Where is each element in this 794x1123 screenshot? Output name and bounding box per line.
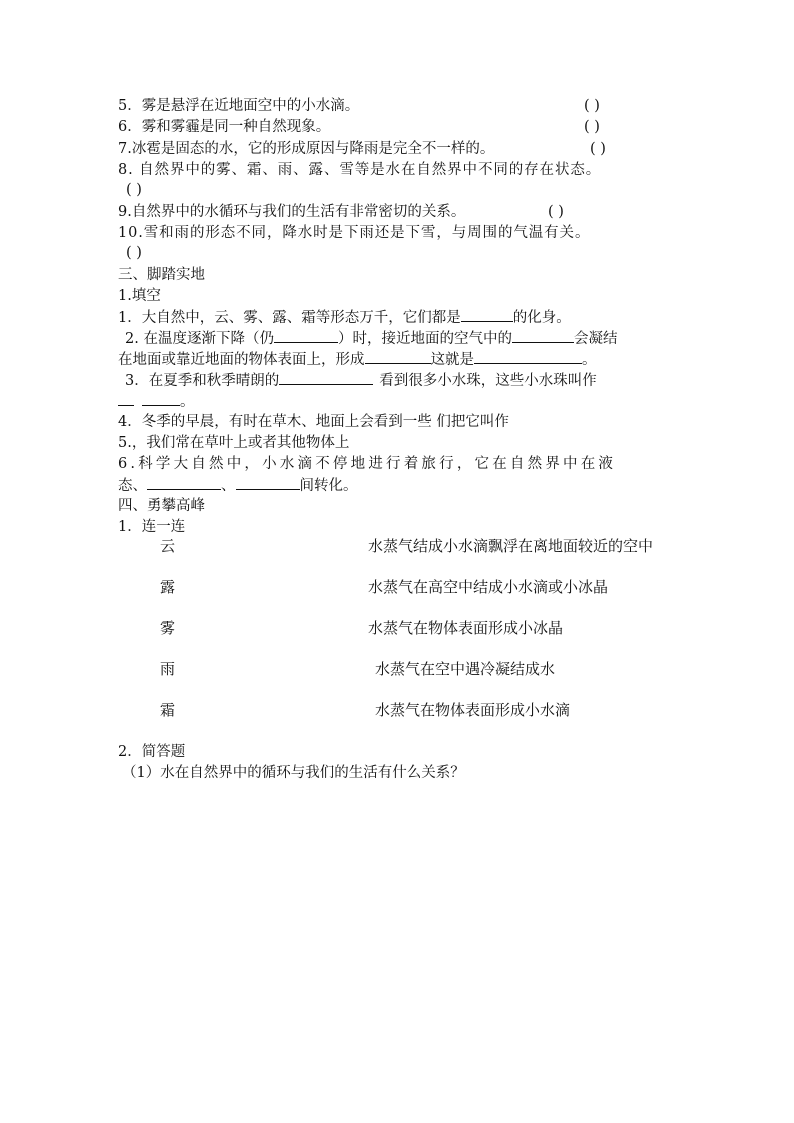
short-answer-q1: （1）水在自然界中的循环与我们的生活有什么关系？ [122,765,465,781]
blank[interactable] [118,391,134,406]
match-left-item[interactable]: 霜 [160,701,176,719]
answer-paren-q10: ( ) [126,245,142,261]
fill-q5: 5.，我们常在草叶上或者其他物体上 [118,435,350,451]
judge-q8: 8. 自然界中的雾、霜、雨、露、雪等是水在自然界中不同的存在状态。 [118,162,602,178]
answer-paren-q7: ( ) [590,141,606,157]
match-right-item[interactable]: 水蒸气结成小水滴飘浮在离地面较近的空中 [368,537,654,555]
fill-q3: 3．在夏季和秋季晴朗的 看到很多小水珠，这些小水珠叫作 [118,370,597,391]
fill-q3-cont: 。 [118,391,195,412]
match-right-item[interactable]: 水蒸气在空中遇冷凝结成水 [375,660,556,678]
answer-paren-q5: ( ) [584,98,600,114]
blank[interactable] [461,307,513,322]
judge-q7: 7.冰雹是固态的水，它的形成原因与降雨是完全不一样的。 [118,141,495,157]
section3-subtitle: 1.填空 [118,288,161,304]
match-left-item[interactable]: 云 [160,537,176,555]
blank[interactable] [236,475,300,490]
blank[interactable] [147,475,221,490]
match-left-item[interactable]: 雨 [160,660,176,678]
fill-q2-cont: 在地面或靠近地面的物体表面上，形成 这就是 。 [118,349,597,370]
section4-title: 四、勇攀高峰 [118,498,205,514]
judge-q10: 10.雪和雨的形态不同，降水时是下雨还是下雪，与周围的气温有关。 [118,225,591,241]
match-right-item[interactable]: 水蒸气在物体表面形成小冰晶 [368,619,564,637]
judge-q6: 6．雾和雾霾是同一种自然现象。 [118,119,331,135]
blank[interactable] [279,370,373,385]
match-left-item[interactable]: 露 [160,578,176,596]
section4-subtitle: 1．连一连 [118,519,186,535]
blank[interactable] [512,328,574,343]
fill-q1: 1．大自然中，云、雾、露、霜等形态万千，它们都是 的化身。 [118,307,571,328]
blank[interactable] [474,349,582,364]
match-right-item[interactable]: 水蒸气在高空中结成小水滴或小冰晶 [368,578,609,596]
fill-q4: 4．冬季的早晨，有时在草木、地面上会看到一些 们把它叫作 [118,414,509,430]
judge-q9: 9.自然界中的水循环与我们的生活有非常密切的关系。 [118,204,466,220]
fill-q6-cont: 态、 、 间转化。 [118,475,358,496]
section3-title: 三、脚踏实地 [118,267,205,283]
answer-paren-q8: ( ) [126,182,142,198]
fill-q2: 2. 在温度逐渐下降（仍 ）时，接近地面的空气中的 会凝结 [118,328,617,349]
match-left-item[interactable]: 雾 [160,619,176,637]
match-right-item[interactable]: 水蒸气在物体表面形成小水滴 [375,701,571,719]
blank[interactable] [274,328,338,343]
answer-paren-q6: ( ) [584,119,600,135]
blank[interactable] [142,391,180,406]
fill-q6: 6.科学大自然中，小水滴不停地进行着旅行，它在自然界中在液 [118,456,617,472]
answer-paren-q9: ( ) [548,204,564,220]
judge-q5: 5．雾是悬浮在近地面空中的小水滴。 [118,98,360,114]
blank[interactable] [365,349,431,364]
section4-subtitle-2: 2．简答题 [118,744,186,760]
